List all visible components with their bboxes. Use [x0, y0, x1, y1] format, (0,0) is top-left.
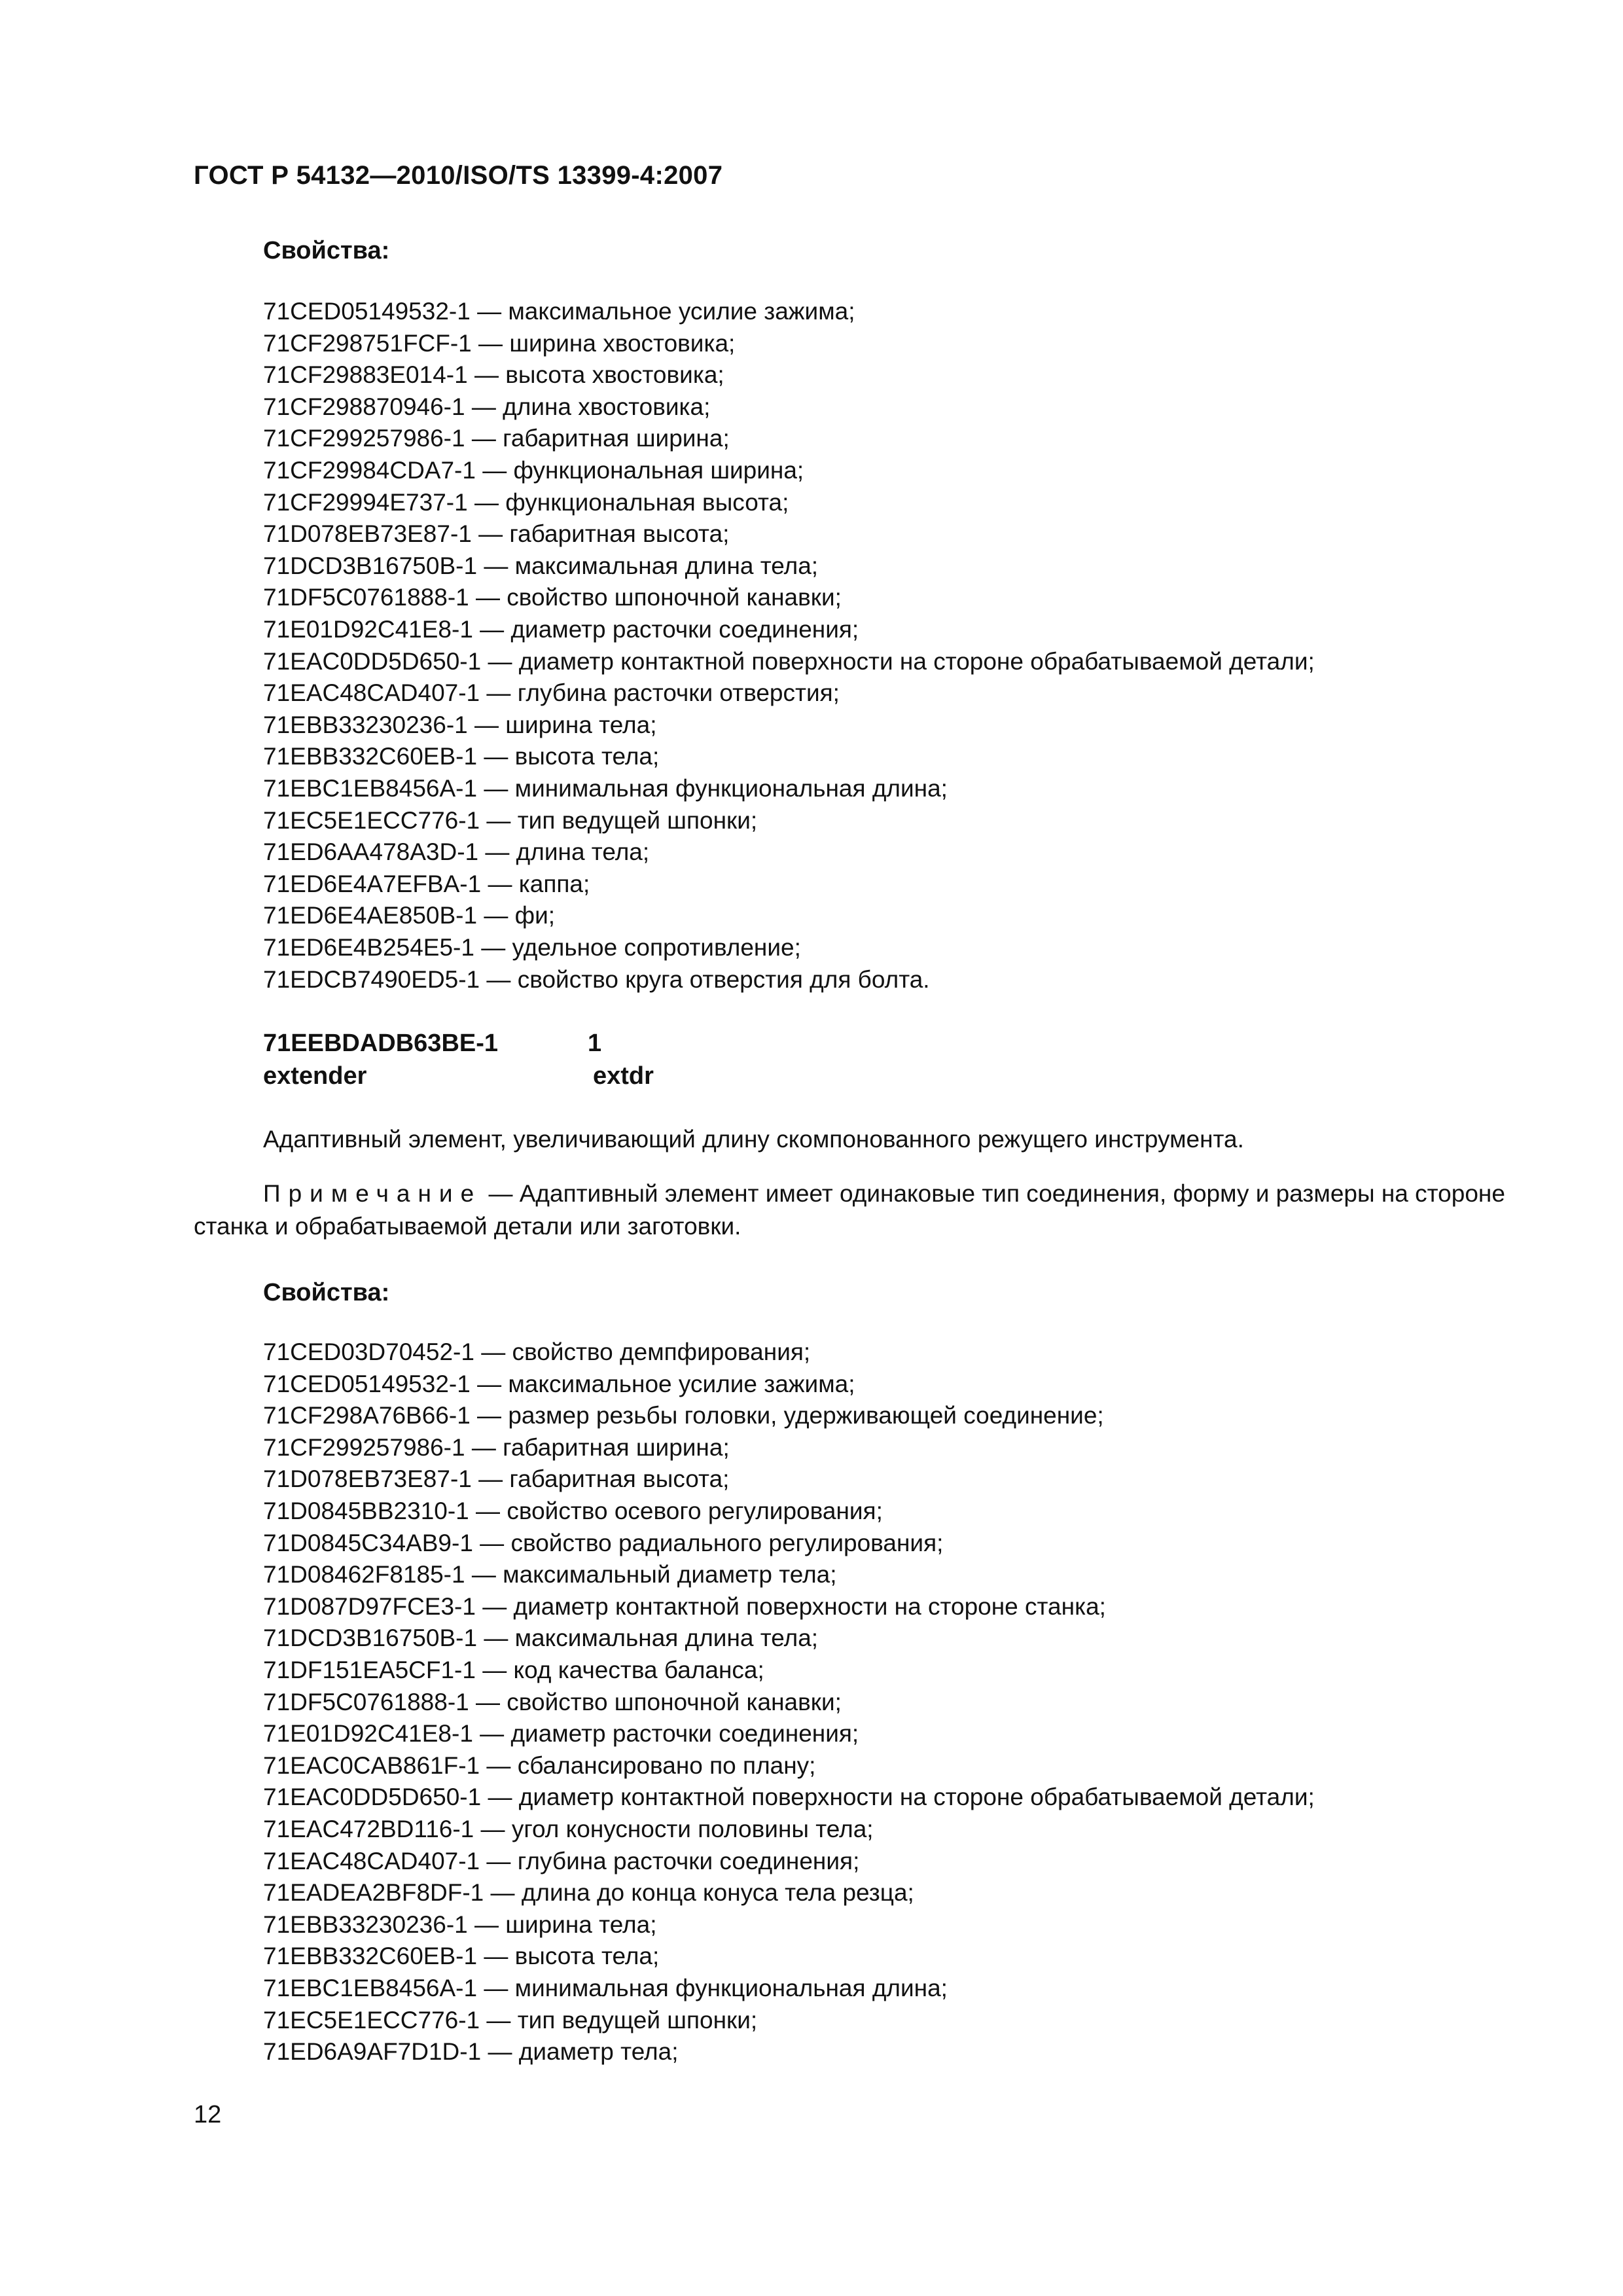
property-separator: — [465, 1433, 503, 1461]
property-code: 71E01D92C41E8-1 [263, 616, 473, 643]
property-item [263, 741, 659, 772]
property-code: 71D0845C34AB9-1 [263, 1529, 473, 1556]
property-description: свойство шпоночной канавки; [507, 1688, 842, 1715]
property-separator: — [480, 806, 518, 834]
note-label: Примечание [263, 1180, 482, 1207]
property-code: 71DF151EA5CF1-1 [263, 1657, 476, 1683]
property-separator: — [477, 743, 515, 770]
property-separator: — [470, 298, 508, 325]
property-code: 71EC5E1ECC776-1 [263, 806, 480, 834]
property-description: каппа; [518, 870, 590, 897]
property-separator: — [477, 902, 515, 929]
property-item [263, 836, 649, 868]
property-description: свойство круга отверстия для болта. [517, 965, 930, 993]
property-item [263, 646, 1315, 677]
property-code: 71EADEA2BF8DF-1 [263, 1879, 484, 1907]
property-separator: — [465, 1561, 503, 1588]
property-item [263, 1369, 855, 1400]
property-code: 71EBC1EB8456A-1 [263, 1975, 478, 2001]
property-item [263, 1559, 837, 1590]
property-separator: — [480, 1751, 518, 1779]
note-line-1 [263, 1178, 1505, 1210]
property-separator: — [471, 329, 510, 357]
property-code: 71D0845BB2310-1 [263, 1498, 469, 1524]
property-description: диаметр тела; [518, 2038, 679, 2066]
property-item [263, 487, 789, 518]
property-description: свойство шпоночной канавки; [507, 584, 842, 611]
property-separator: — [477, 1943, 515, 1970]
property-description: функциональная ширина; [513, 457, 804, 484]
property-code: 71EAC0DD5D650-1 [263, 1784, 482, 1811]
property-separator: — [477, 1975, 515, 2001]
property-description: ширина тела; [505, 1910, 657, 1938]
property-code: 71DCD3B16750B-1 [263, 1624, 478, 1652]
term-definition: Адаптивный элемент, увеличивающий длину скомпонованного режущего инструмента. [263, 1126, 1244, 1153]
property-description: длина хвостовика; [503, 393, 711, 420]
property-separator: — [477, 775, 515, 802]
property-code: 71EBB332C60EB-1 [263, 1943, 478, 1970]
property-code: 71CF29994E737-1 [263, 488, 468, 516]
property-code: 71EAC0DD5D650-1 [263, 647, 482, 675]
property-separator: — [481, 647, 519, 675]
property-description: минимальная функциональная длина; [514, 775, 948, 802]
property-separator: — [475, 1657, 514, 1683]
property-separator: — [470, 1370, 508, 1397]
property-separator: — [467, 1910, 506, 1938]
property-description: глубина расточки соединения; [517, 1847, 860, 1874]
property-description: высота тела; [514, 1943, 660, 1970]
property-code: 71DF5C0761888-1 [263, 1688, 469, 1715]
property-description: ширина тела; [505, 711, 657, 738]
property-item [263, 518, 729, 550]
property-separator: — [484, 1879, 522, 1907]
property-item [263, 296, 855, 327]
property-code: 71CED05149532-1 [263, 1370, 471, 1397]
property-code: 71EDCB7490ED5-1 [263, 965, 480, 993]
property-description: габаритная высота; [509, 520, 730, 548]
property-item [263, 2005, 757, 2036]
property-separator: — [471, 520, 510, 548]
property-separator: — [469, 1498, 507, 1524]
property-code: 71EAC48CAD407-1 [263, 1847, 480, 1874]
property-code: 71EBB33230236-1 [263, 711, 468, 738]
property-description: габаритная ширина; [503, 425, 730, 452]
property-code: 71ED6A9AF7D1D-1 [263, 2038, 482, 2066]
property-separator: — [470, 1402, 508, 1429]
property-item [263, 1591, 1106, 1623]
property-item [263, 869, 590, 900]
property-separator: — [467, 711, 506, 738]
property-item [263, 709, 657, 741]
property-code: 71DF5C0761888-1 [263, 584, 469, 611]
property-description: тип ведущей шпонки; [517, 2006, 758, 2034]
property-item [263, 805, 757, 836]
property-code: 71EBC1EB8456A-1 [263, 775, 478, 802]
property-separator: — [474, 934, 512, 961]
property-separator: — [471, 1465, 510, 1493]
property-item [263, 1687, 842, 1718]
property-separator: — [477, 552, 515, 579]
term-name: extender [263, 1062, 367, 1090]
property-code: 71EAC0CAB861F-1 [263, 1751, 480, 1779]
property-separator: — [478, 838, 516, 866]
property-description: габаритная ширина; [503, 1433, 730, 1461]
note-line-2: станка и обрабатываемой детали или заготовки. [194, 1213, 741, 1240]
property-description: свойство демпфирования; [512, 1338, 811, 1365]
property-separator: — [474, 1816, 512, 1842]
property-description: диаметр расточки соединения; [510, 1720, 859, 1748]
property-separator: — [473, 616, 511, 643]
property-description: угол конусности половины тела; [511, 1816, 874, 1842]
property-description: фи; [514, 902, 556, 929]
property-description: сбалансировано по плану; [517, 1751, 816, 1779]
property-separator: — [469, 1688, 507, 1715]
property-item [263, 455, 804, 486]
property-code: 71D078EB73E87-1 [263, 520, 472, 548]
property-code: 71EBB332C60EB-1 [263, 743, 478, 770]
section-heading-properties-2: Свойства: [263, 1279, 390, 1306]
property-separator: — [477, 1624, 515, 1652]
property-code: 71CF29984CDA7-1 [263, 457, 476, 484]
property-item [263, 614, 859, 645]
property-description: максимальное усилие зажима; [508, 1370, 855, 1397]
property-separator: — [467, 361, 506, 389]
property-item [263, 900, 555, 931]
property-code: 71ED6E4AE850B-1 [263, 902, 478, 929]
property-description: габаритная высота; [509, 1465, 730, 1493]
property-description: ширина хвостовика; [509, 329, 736, 357]
property-item [263, 423, 730, 454]
property-description: высота хвостовика; [505, 361, 724, 389]
property-item [263, 1750, 815, 1782]
property-item [263, 1463, 729, 1495]
property-item [263, 359, 724, 391]
document-header: ГОСТ Р 54132—2010/ISO/TS 13399-4:2007 [194, 161, 723, 190]
property-description: диаметр контактной поверхности на стороне станка; [513, 1592, 1106, 1620]
page-number: 12 [194, 2101, 222, 2128]
term-version: 1 [588, 1030, 602, 1057]
property-separator: — [475, 457, 514, 484]
property-description: максимальный диаметр тела; [503, 1561, 837, 1588]
property-code: 71ED6AA478A3D-1 [263, 838, 479, 866]
property-code: 71EAC472BD116-1 [263, 1816, 474, 1842]
property-item [263, 1909, 657, 1941]
property-separator: — [481, 1784, 519, 1811]
property-code: 71EAC48CAD407-1 [263, 679, 480, 707]
property-item [263, 677, 840, 709]
property-code: 71DCD3B16750B-1 [263, 552, 478, 579]
property-separator: — [475, 1592, 514, 1620]
property-separator: — [467, 488, 506, 516]
property-item [263, 328, 735, 359]
property-description: удельное сопротивление; [512, 934, 801, 961]
property-code: 71ED6E4A7EFBA-1 [263, 870, 482, 897]
property-description: диаметр контактной поверхности на стороне обрабатываемой детали; [518, 1784, 1315, 1811]
property-description: максимальная длина тела; [514, 1624, 819, 1652]
property-item [263, 2036, 679, 2068]
property-item [263, 1400, 1104, 1431]
property-item [263, 582, 842, 613]
property-description: диаметр расточки соединения; [510, 616, 859, 643]
property-code: 71CF298A76B66-1 [263, 1402, 471, 1429]
property-separator: — [480, 1847, 518, 1874]
property-item [263, 1973, 948, 2004]
property-description: тип ведущей шпонки; [517, 806, 758, 834]
property-item [263, 1655, 764, 1686]
property-separator: — [474, 1338, 512, 1365]
property-separator: — [480, 679, 518, 707]
note-dash: — [482, 1180, 520, 1207]
property-code: 71E01D92C41E8-1 [263, 1720, 473, 1748]
term-abbreviation: extdr [593, 1062, 654, 1090]
property-description: максимальное усилие зажима; [508, 298, 855, 325]
property-description: минимальная функциональная длина; [514, 1975, 948, 2001]
property-description: размер резьбы головки, удерживающей соединение; [508, 1402, 1104, 1429]
property-separator: — [473, 1529, 511, 1556]
property-description: максимальная длина тела; [514, 552, 819, 579]
property-item [263, 1623, 818, 1654]
property-description: код качества баланса; [513, 1657, 764, 1683]
property-separator: — [465, 393, 503, 420]
property-description: свойство осевого регулирования; [507, 1498, 883, 1524]
property-code: 71ED6E4B254E5-1 [263, 934, 474, 961]
property-item [263, 1782, 1315, 1813]
property-separator: — [480, 965, 518, 993]
property-item [263, 391, 710, 423]
property-description: длина до конца конуса тела резца; [521, 1879, 914, 1907]
property-code: 71D087D97FCE3-1 [263, 1592, 476, 1620]
term-code: 71EEBDADB63BE-1 [263, 1030, 499, 1057]
property-separator: — [473, 1720, 511, 1748]
property-item [263, 1718, 859, 1749]
property-code: 71D078EB73E87-1 [263, 1465, 472, 1493]
property-description: глубина расточки отверстия; [517, 679, 840, 707]
property-separator: — [480, 2006, 518, 2034]
property-separator: — [481, 870, 519, 897]
property-code: 71EBB33230236-1 [263, 1910, 468, 1938]
property-description: функциональная высота; [505, 488, 789, 516]
property-item [263, 773, 948, 804]
property-description: свойство радиального регулирования; [510, 1529, 944, 1556]
property-description: длина тела; [516, 838, 650, 866]
section-heading-properties: Свойства: [263, 237, 390, 264]
property-separator: — [465, 425, 503, 452]
note-text: Адаптивный элемент имеет одинаковые тип соединения, форму и размеры на стороне [519, 1180, 1505, 1207]
property-item [263, 550, 818, 582]
property-item [263, 1432, 730, 1463]
property-code: 71CF299257986-1 [263, 1433, 465, 1461]
property-item [263, 1336, 810, 1368]
property-code: 71EC5E1ECC776-1 [263, 2006, 480, 2034]
property-separator: — [469, 584, 507, 611]
property-code: 71D08462F8185-1 [263, 1561, 465, 1588]
property-item [263, 1877, 914, 1909]
property-item [263, 1528, 943, 1559]
property-item [263, 964, 930, 996]
property-code: 71CF29883E014-1 [263, 361, 468, 389]
property-item [263, 1846, 859, 1877]
property-code: 71CF299257986-1 [263, 425, 465, 452]
property-code: 71CED03D70452-1 [263, 1338, 474, 1365]
property-code: 71CED05149532-1 [263, 298, 471, 325]
property-item [263, 1496, 883, 1527]
property-item [263, 1941, 659, 1972]
property-code: 71CF298751FCF-1 [263, 329, 472, 357]
property-item [263, 1814, 874, 1845]
property-item [263, 932, 801, 963]
property-description: диаметр контактной поверхности на стороне обрабатываемой детали; [518, 647, 1315, 675]
property-description: высота тела; [514, 743, 660, 770]
property-code: 71CF298870946-1 [263, 393, 465, 420]
property-separator: — [481, 2038, 519, 2066]
